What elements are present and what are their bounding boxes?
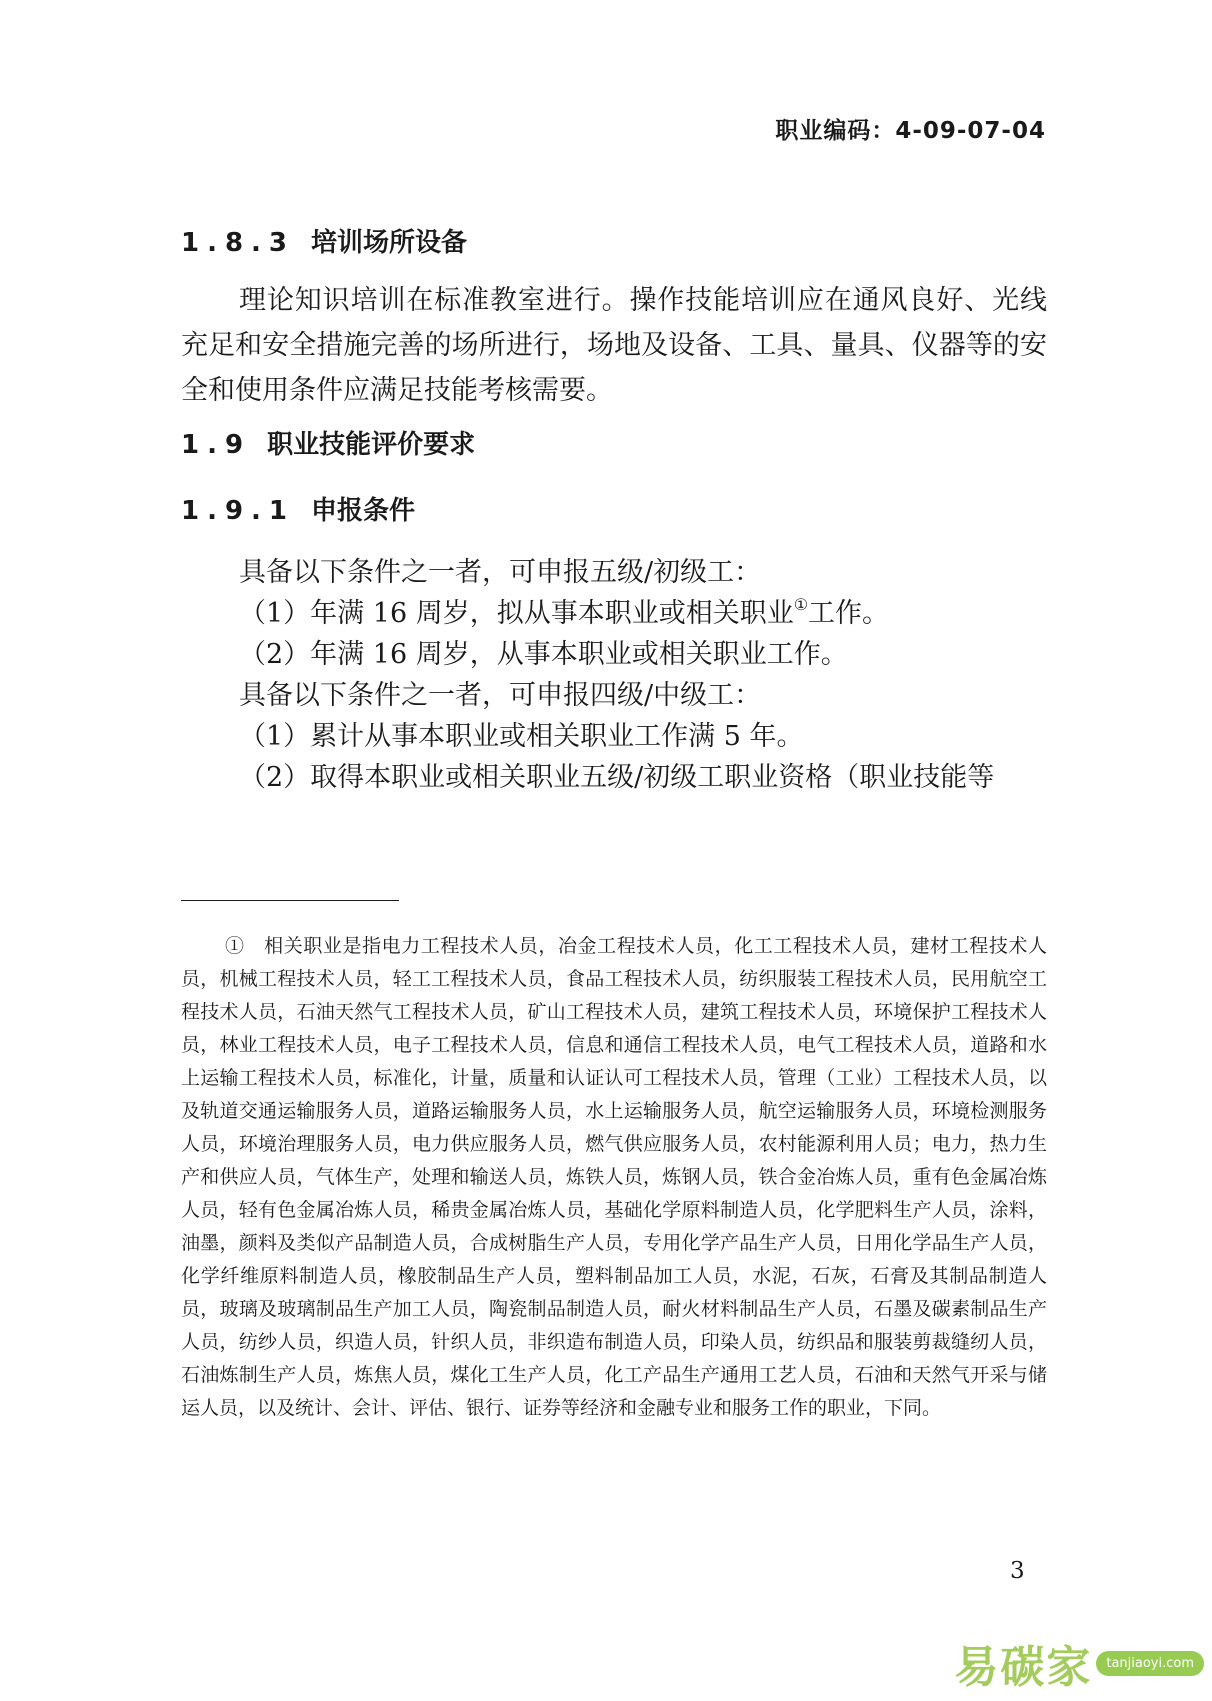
watermark-domain-badge: tanjiaoyi.com <box>1096 1651 1204 1676</box>
level4-intro: 具备以下条件之一者，可申报四级/中级工： <box>239 680 762 711</box>
level4-item-2: （2）取得本职业或相关职业五级/初级工职业资格（职业技能等 <box>239 762 995 793</box>
heading-1-8-3 <box>181 222 467 259</box>
heading-title: 培训场所设备 <box>311 228 468 258</box>
heading-1-9-1 <box>181 490 415 527</box>
footnote-divider <box>181 900 399 901</box>
heading-number: 1.9 <box>181 430 252 460</box>
heading-1-9 <box>181 424 475 461</box>
footnote-text: ① 相关职业是指电力工程技术人员，冶金工程技术人员，化工工程技术人员，建材工程技术人员，机械工程技术人员，轻工工程技术人员，食品工程技术人员，纺织服装工程技术人员，民用航空工程技术人员，石油天然气工程技术人员，矿山工程技术人员，建筑工程技术人员，环境保护工程技术人员，林业工程技术人员，电子工程技术人员，信息和通信工程技术人员，电气工程技术人员，道路和水上运输工程技术人员，标准化，计量，质量和认证认可工程技术人员，管理（工业）工程技术人员，以及轨道交通运输服务人员，道路运输服务人员，水上运输服务人员，航空运输服务人员，环境检测服务人员，环境治理服务人员，电力供应服务人员，燃气供应服务人员，农村能源利用人员；电力，热力生产和供应人员，气体生产，处理和输送人员，炼铁人员，炼钢人员，铁合金冶炼人员，重有色金属冶炼人员，轻有色金属冶炼人员，稀贵金属冶炼人员，基础化学原料制造人员，化学肥料生产人员，涂料，油墨，颜料及类似产品制造人员，合成树脂生产人员，专用化学产品生产人员，日用化学品生产人员，化学纤维原料制造人员，橡胶制品生产人员，塑料制品加工人员，水泥，石灰，石膏及其制品制造人员，玻璃及玻璃制品生产加工人员，陶瓷制品制造人员，耐火材料制品生产人员，石墨及碳素制品生产人员，纺纱人员，织造人员，针织人员，非织造布制造人员，印染人员，纺织品和服装剪裁缝纫人员，石油炼制生产人员，炼焦人员，煤化工生产人员，化工产品生产通用工艺人员，石油和天然气开采与储运人员，以及统计、会计、评估、银行、证券等经济和金融专业和服务工作的职业，下同。 <box>181 935 1047 1419</box>
level5-item-1 <box>239 591 889 630</box>
heading-title: 申报条件 <box>311 496 416 526</box>
occupation-code: 职业编码：4-09-07-04 <box>775 118 1046 144</box>
page-number: 3 <box>1010 1558 1025 1584</box>
watermark-text: 易碳家 <box>954 1642 1093 1693</box>
level5-item-2: （2）年满 16 周岁，从事本职业或相关职业工作。 <box>239 639 848 670</box>
watermark-logo <box>954 1631 1204 1695</box>
level4-item-1: （1）累计从事本职业或相关职业工作满 5 年。 <box>239 721 804 752</box>
level5-item-1-text: （1）年满 16 周岁，拟从事本职业或相关职业 <box>239 598 794 629</box>
level5-intro: 具备以下条件之一者，可申报五级/初级工： <box>239 557 762 588</box>
footnote-ref-mark: ① <box>793 595 809 614</box>
training-facility-paragraph: 理论知识培训在标准教室进行。操作技能培训应在通风良好、光线充足和安全措施完善的场所进行，场地及设备、工具、量具、仪器等的安全和使用条件应满足技能考核需要。 <box>181 285 1047 406</box>
level5-item-1-tail: 工作。 <box>808 598 890 629</box>
heading-number: 1.8.3 <box>181 228 296 258</box>
heading-number: 1.9.1 <box>181 496 296 526</box>
heading-title: 职业技能评价要求 <box>267 430 476 460</box>
